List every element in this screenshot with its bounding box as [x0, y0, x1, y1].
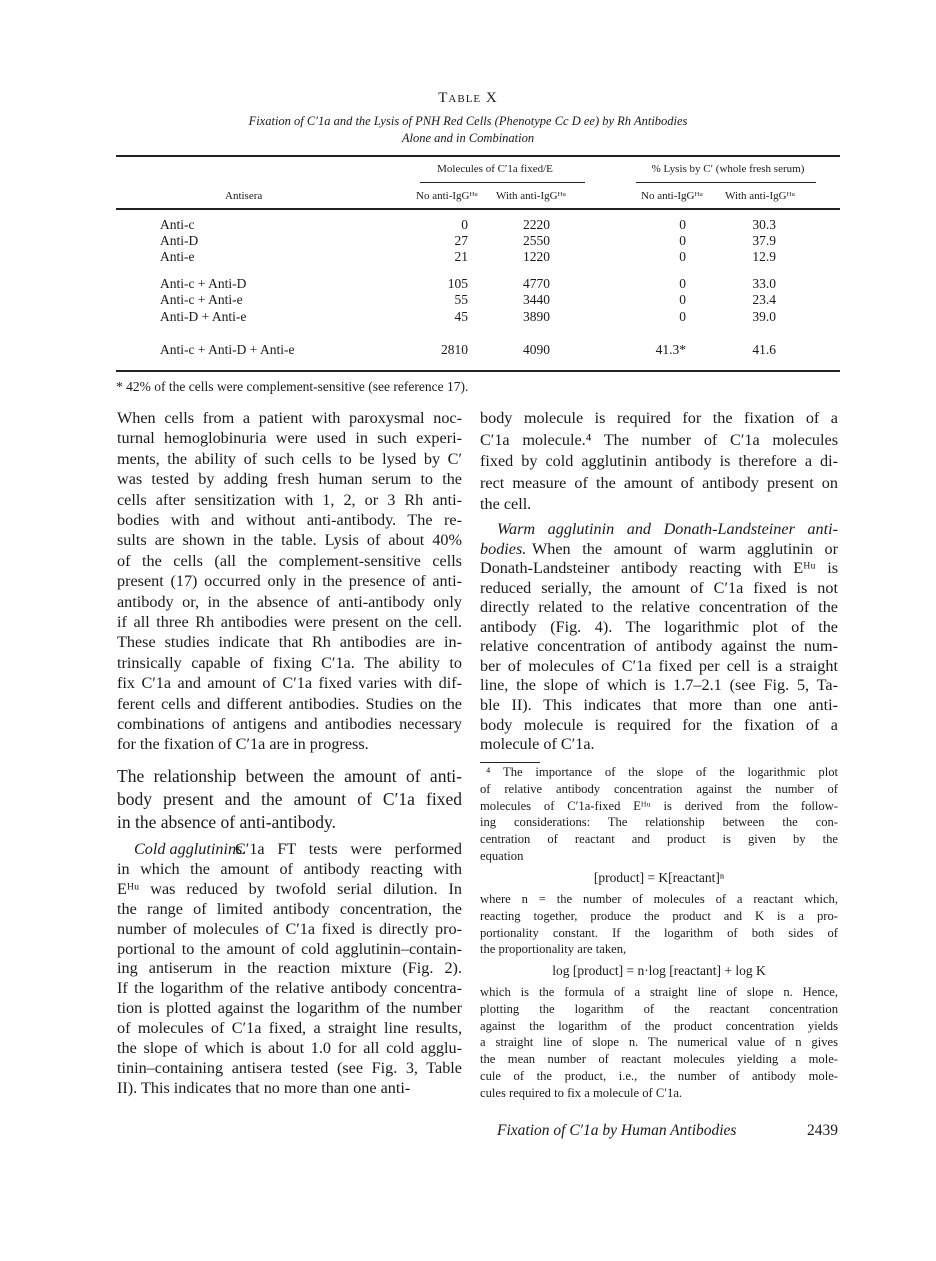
text-line: ing antiserum in the reaction mixture (Fig. 2).	[117, 959, 462, 978]
sub-header: No anti-IgGᴴᵘ	[416, 190, 478, 202]
text-line: ber of molecules of C′1a fixed per cell is a straight	[480, 656, 838, 675]
text-line: combinations of antigens and antibodies necessary	[117, 715, 462, 733]
text-line: the proportionality are taken,	[480, 942, 627, 957]
text-line: where n = the number of molecules of a reactant which,	[480, 892, 838, 906]
group-rule	[420, 182, 585, 183]
text-line: against the logarithm of the product concentration yields	[480, 1018, 838, 1033]
cell-value: 1220	[523, 249, 550, 264]
table-title: Table X	[438, 90, 498, 106]
text-line: C′1a molecule.⁴ The number of C′1a molecules	[480, 430, 838, 449]
group-rule	[636, 182, 816, 183]
text-line: ferent cells and different antibodies. Studies on the	[117, 694, 462, 713]
run-in-heading: bodies.	[480, 540, 527, 558]
text-line: When cells from a patient with paroxysmal noc-	[117, 409, 462, 427]
cell-value: 0	[679, 217, 686, 232]
header-bottom-rule	[116, 208, 840, 210]
sub-header: No anti-IgGᴴᵘ	[641, 190, 703, 202]
text-line: reduced serially, the amount of C′1a fixed is not	[480, 578, 838, 597]
cell-antisera: Anti-D	[160, 233, 199, 248]
text-line: equation	[480, 849, 524, 863]
cell-value: 0	[461, 217, 468, 232]
text-line: cule of the product, i.e., the number of antibody mole-	[480, 1069, 838, 1083]
text-line: These studies indicate that Rh antibodies are in-	[117, 633, 462, 652]
text-line: the slope of which is about 1.0 for all cold agglu-	[117, 1039, 462, 1057]
text-line: ing considerations: The relationship between the con-	[480, 815, 838, 830]
text-line: centration of reactant and product is given by the	[480, 832, 838, 847]
cell-value: 23.4	[752, 292, 776, 307]
text-line: the mean number of reactant molecules yielding a mole-	[480, 1052, 838, 1067]
cell-value: 4090	[523, 342, 550, 357]
text-line: in the absence of anti-antibody.	[117, 812, 336, 832]
cell-value: 39.0	[752, 309, 776, 324]
cell-value: 41.3*	[655, 342, 686, 357]
cell-value: 0	[679, 309, 686, 324]
cell-value: 55	[454, 292, 468, 307]
running-title: Fixation of C′1a by Human Antibodies	[497, 1122, 737, 1139]
text-line: relative concentration of antibody against the num-	[480, 637, 838, 656]
cell-antisera: Anti-c + Anti-e	[160, 292, 243, 307]
cell-antisera: Anti-c + Anti-D + Anti-e	[160, 342, 295, 357]
text-line: portionality constant. If the logarithm of both sides of	[480, 925, 838, 940]
text-line: antibody or, in the absence of anti-antibody only	[117, 592, 462, 611]
text-line: number of molecules of C′1a fixed is directly pro-	[117, 919, 462, 938]
text-line: tion is plotted against the logarithm of the number	[117, 999, 462, 1018]
cell-antisera: Anti-D + Anti-e	[160, 309, 247, 324]
cell-value: 3440	[523, 292, 550, 307]
cell-value: 41.6	[752, 342, 776, 357]
text-line: fix C′1a and amount of C′1a fixed varies with dif-	[117, 674, 462, 693]
text-line: body molecule is required for the fixation of a	[480, 715, 838, 734]
table-caption	[0, 113, 936, 147]
group-header-lysis: % Lysis by C′ (whole fresh serum)	[651, 163, 805, 175]
text-line: of relative antibody concentration against the number of	[480, 781, 838, 796]
text-line: tinin–containing antisera tested (see Fig. 3, Table	[117, 1058, 462, 1077]
text-line: portional to the amount of cold agglutinin–contain-	[117, 939, 462, 958]
cell-value: 2550	[523, 233, 550, 248]
text-line: which is the formula of a straight line of slope n. Hence,	[480, 985, 838, 999]
cell-value: 12.9	[752, 249, 776, 264]
table-footnote: * 42% of the cells were complement-sensitive (see reference 17).	[116, 379, 469, 394]
text-line: in which the amount of antibody reacting with	[117, 859, 462, 878]
text-line: for the fixation of C′1a are in progress.	[117, 735, 369, 754]
text-line: II). This indicates that no more than one anti-	[117, 1078, 411, 1097]
text-line: directly related to the relative concentration of the	[480, 598, 838, 617]
text-line: the cell.	[480, 495, 532, 513]
text-line: body molecule is required for the fixation of a	[480, 409, 838, 427]
text-line: trinsically capable of fixing C′1a. The ability to	[117, 653, 462, 672]
text-line: ments, the ability of such cells to be lysed by C′	[117, 449, 462, 468]
table-top-rule	[116, 155, 840, 157]
caption-line: Alone and in Combination	[401, 131, 535, 145]
text-line: a straight line of slope n. The numerical value of n gives	[480, 1035, 838, 1050]
page-number: 2439	[807, 1122, 838, 1139]
text-line: cules required to fix a molecule of C′1a.	[480, 1085, 683, 1100]
equation: [product] = K[reactant]ⁿ	[593, 870, 725, 885]
text-line: The relationship between the amount of anti-	[117, 766, 462, 786]
text-line: molecules of C′1a-fixed Eᴴᵘ is derived from the follow-	[480, 798, 838, 813]
group-header-molecules: Molecules of C′1a fixed/E	[437, 163, 553, 175]
text-line: Eᴴᵘ was reduced by twofold serial dilution. In	[117, 879, 462, 898]
cell-value: 30.3	[752, 217, 776, 232]
equation: log [product] = n·log [reactant] + log K	[552, 963, 766, 978]
sub-header: With anti-IgGᴴᵘ	[725, 190, 796, 202]
text-line: if all three Rh antibodies were present on the cell.	[117, 613, 462, 631]
cell-value: 0	[679, 233, 686, 248]
text-line: bodies with and without anti-antibody. The re-	[117, 511, 462, 529]
cell-value: 27	[454, 233, 468, 248]
text-line: ble II). This indicates that more than one anti-	[480, 695, 838, 714]
cell-value: 0	[679, 292, 686, 307]
cell-antisera: Anti-c	[160, 217, 195, 232]
cell-value: 0	[679, 249, 686, 264]
text-line: rect measure of the amount of antibody present on	[480, 473, 838, 492]
text-line: was tested by adding fresh human serum to the	[117, 470, 462, 489]
cell-antisera: Anti-c + Anti-D	[160, 276, 247, 291]
text-line: sults are shown in the table. Lysis of about 40%	[117, 531, 462, 550]
cell-value: 33.0	[752, 276, 776, 291]
table-bottom-rule	[116, 370, 840, 372]
cell-antisera: Anti-e	[160, 249, 195, 264]
text-line: line, the slope of which is 1.7–2.1 (see Fig. 5, Ta-	[480, 676, 838, 695]
caption-line: Fixation of C′1a and the Lysis of PNH Red Cells (Phenotype Cc D ee) by Rh Antibodies	[248, 114, 688, 128]
text-line: reacting together, produce the product and K is a pro-	[480, 908, 838, 923]
footnote-rule	[480, 762, 540, 763]
text-line: of the cells (all the complement-sensitive cells	[117, 551, 462, 570]
sub-header: With anti-IgGᴴᵘ	[496, 190, 567, 202]
text-line: antibody (Fig. 4). The logarithmic plot of the	[480, 617, 838, 636]
text-line: the range of limited antibody concentration, the	[117, 899, 462, 918]
col-header-antisera: Antisera	[225, 190, 263, 202]
cell-value: 3890	[523, 309, 550, 324]
text-line: plotting the logarithm of the reactant concentration	[480, 1001, 838, 1016]
text-line: cells after sensitization with 1, 2, or 3 Rh anti-	[117, 490, 462, 509]
run-in-heading: Cold agglutinins.	[134, 840, 247, 858]
cell-value: 2810	[441, 342, 468, 357]
text-line: turnal hemoglobinuria were used in such experi-	[117, 429, 462, 448]
cell-value: 21	[454, 249, 468, 264]
text-line: molecule of C′1a.	[480, 735, 595, 754]
cell-value: 45	[454, 309, 468, 324]
cell-value: 0	[679, 276, 686, 291]
text-line: present (17) occurred only in the presence of anti-	[117, 572, 462, 591]
text-line: ⁴ The importance of the slope of the logarithmic plot	[486, 765, 838, 779]
text-line: If the logarithm of the relative antibody concentra-	[117, 979, 462, 998]
text-line: When the amount of warm agglutinin or	[532, 539, 838, 558]
cell-value: 2220	[523, 217, 550, 232]
cell-value: 37.9	[752, 233, 776, 248]
cell-value: 105	[447, 276, 468, 291]
run-in-heading: Warm agglutinin and Donath-Landsteiner anti-	[497, 520, 838, 538]
text-line: body present and the amount of C′1a fixed	[117, 789, 462, 809]
cell-value: 4770	[523, 276, 550, 291]
text-line: of molecules of C′1a fixed, a straight line results,	[117, 1019, 462, 1038]
text-line: C′1a FT tests were performed	[235, 840, 462, 858]
text-line: Donath-Landsteiner antibody reacting with Eᴴᵘ is	[480, 559, 838, 578]
text-line: fixed by cold agglutinin antibody is therefore a di-	[480, 452, 838, 470]
